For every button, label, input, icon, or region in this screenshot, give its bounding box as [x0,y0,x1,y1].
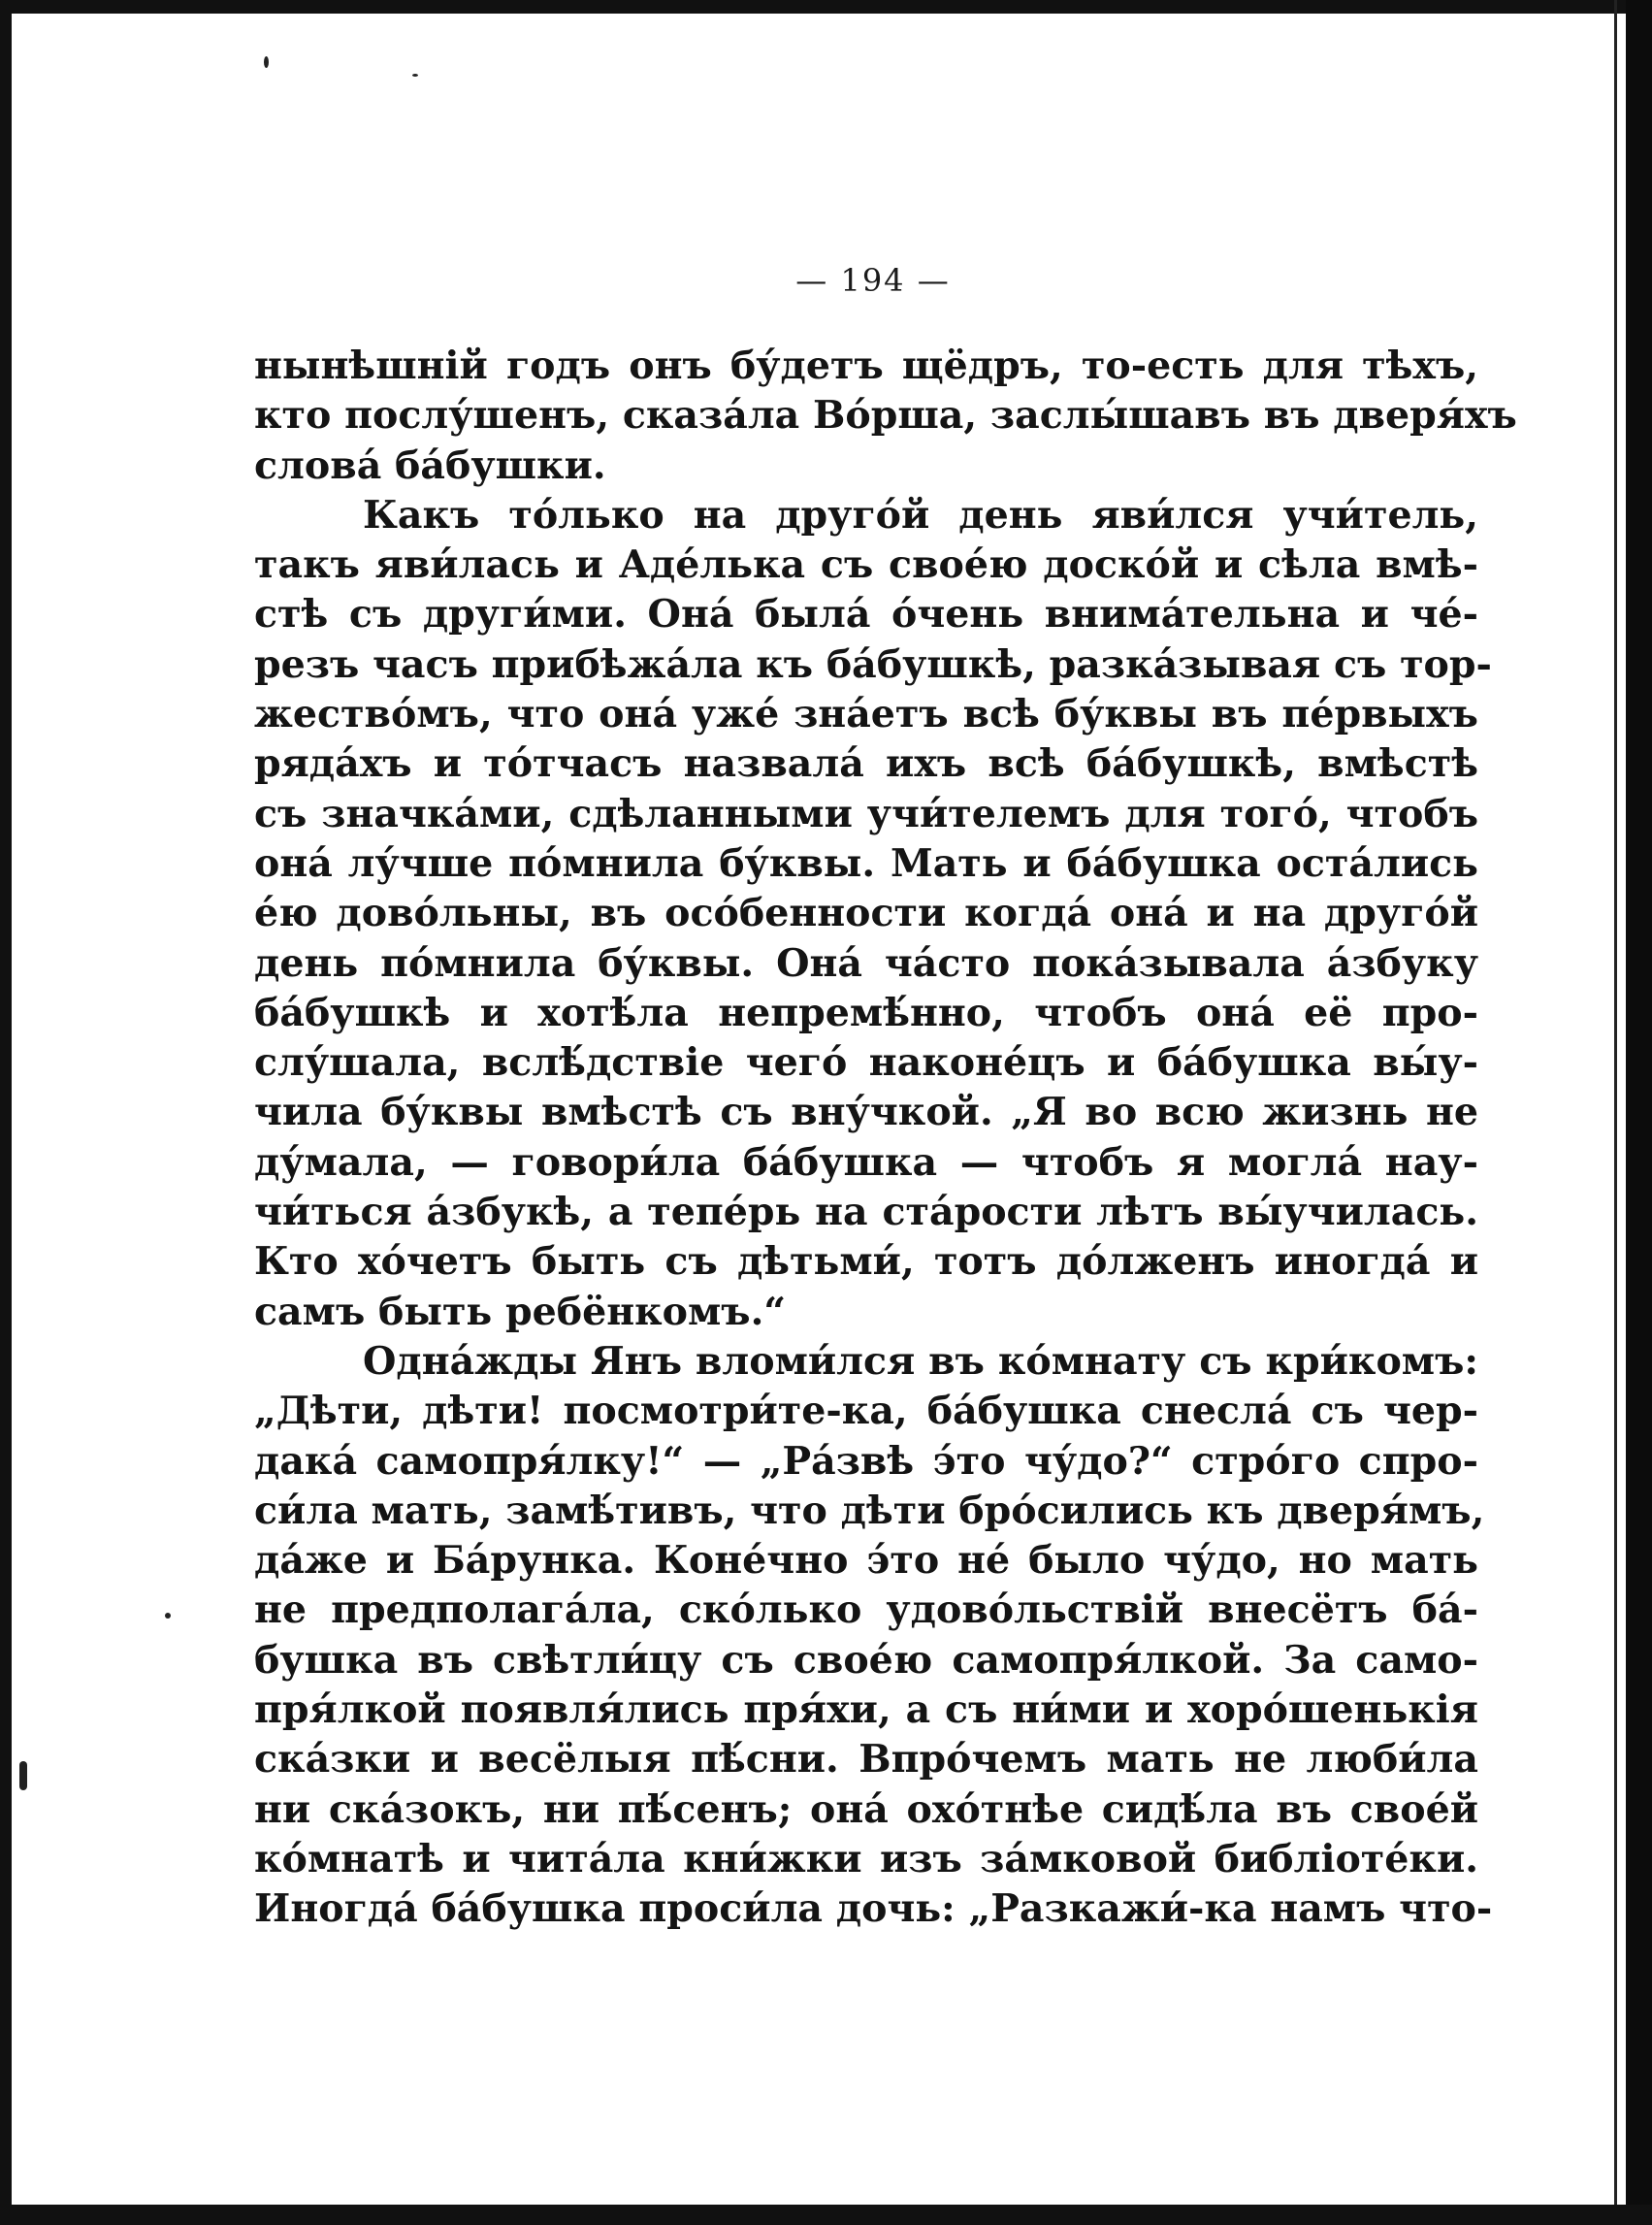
text-line: си́ла мать, замѣ́тивъ, что дѣти бро́сились къ дверя́мъ, [254,1488,1485,1533]
text-line: Какъ то́лько на друго́й день яви́лся учи́тель, [363,492,1478,538]
text-line: такъ яви́лась и Аде́лька съ свое́ю доско́й и сѣла вмѣ- [254,542,1478,588]
dust-speck [264,56,269,68]
text-line: чи́ться а́збукѣ, а тепе́рь на ста́рости лѣтъ вы́училась. [254,1190,1478,1235]
text-line: ряда́хъ и то́тчасъ назвала́ ихъ всѣ ба́бушкѣ, вмѣстѣ [254,741,1478,787]
dust-speck [412,74,418,77]
text-line: жество́мъ, что она́ уже́ зна́етъ всѣ бу́квы въ пе́рвыхъ [254,692,1478,737]
scan-border-right [1626,0,1652,2225]
text-line: дака́ самопря́лку!“ — „Ра́звѣ э́то чу́до?“ стро́го спро- [254,1438,1478,1484]
text-line: не предполага́ла, ско́лько удово́льствій внесётъ ба́- [254,1587,1478,1633]
text-line: кто послу́шенъ, сказа́ла Во́рша, заслы́шавъ въ дверя́хъ [254,393,1517,439]
paragraph [254,491,1492,1337]
dust-speck [165,1613,171,1619]
text-line: съ значка́ми, сдѣланными учи́телемъ для того́, чтобъ [254,791,1478,836]
text-line: резъ часъ прибѣжа́ла къ ба́бушкѣ, разка́зывая съ тор- [254,641,1492,687]
scan-border-bottom [0,2205,1652,2225]
text-line: нынѣшній годъ онъ бу́детъ щёдръ, то-есть для тѣхъ, [254,344,1478,388]
text-line: ба́бушкѣ и хотѣ́ла непремѣ́нно, чтобъ она́ её про- [254,990,1478,1035]
text-line: Иногда́ ба́бушка проси́ла дочь: „Разкажи́-ка намъ что- [254,1886,1493,1932]
text-line: ко́мнатѣ и чита́ла кни́жки изъ за́мковой библіоте́ки. [254,1836,1478,1881]
text-line: стѣ съ други́ми. Она́ была́ о́чень внима́тельна и че́- [254,592,1478,638]
text-line: ска́зки и весёлыя пѣ́сни. Впро́чемъ мать не люби́ла [254,1737,1478,1783]
text-line: пря́лкой появля́лись пря́хи, а съ ни́ми и хоро́шенькія [254,1687,1478,1733]
text-line: Одна́жды Янъ вломи́лся въ ко́мнату съ кри́комъ: [363,1338,1478,1384]
text-line: она́ лу́чше по́мнила бу́квы. Мать и ба́бушка оста́лись [254,840,1478,886]
text-line: ду́мала, — говори́ла ба́бушка — чтобъ я могла́ нау- [254,1139,1478,1185]
scan-border-top [0,0,1652,14]
scan-border-right-line [1614,0,1617,2225]
text-line: е́ю дово́льны, въ осо́бенности когда́ она́ и на друго́й [254,891,1478,936]
scan-border-left [0,0,12,2225]
text-line: да́же и Ба́рунка. Коне́чно э́то не́ было чу́до, но мать [254,1538,1478,1584]
text-line: чила бу́квы вмѣстѣ съ вну́чкой. „Я во всю жизнь не [254,1090,1478,1135]
body-text [254,342,1517,1935]
text-line: день по́мнила бу́квы. Она́ ча́сто пока́зывала а́збуку [254,940,1478,986]
text-line: слова́ ба́бушки. [254,442,606,488]
text-line: ни ска́зокъ, ни пѣ́сенъ; она́ охо́тнѣе сидѣ́ла въ свое́й [254,1786,1478,1832]
paragraph [254,342,1517,491]
text-line: бушка въ свѣтли́цу съ свое́ю самопря́лкой. За само- [254,1637,1478,1683]
text-line: Кто хо́четъ быть съ дѣтьми́, тотъ до́лженъ иногда́ и [254,1239,1478,1285]
text-line: слу́шала, вслѣ́дствіе чего́ наконе́цъ и ба́бушка вы́у- [254,1040,1478,1086]
page-number: — 194 — [795,262,951,299]
text-line: самъ быть ребёнкомъ.“ [254,1289,787,1334]
dust-speck [19,1761,27,1790]
text-line: „Дѣти, дѣти! посмотри́те-ка, ба́бушка снесла́ съ чер- [254,1389,1478,1434]
paragraph [254,1337,1493,1935]
